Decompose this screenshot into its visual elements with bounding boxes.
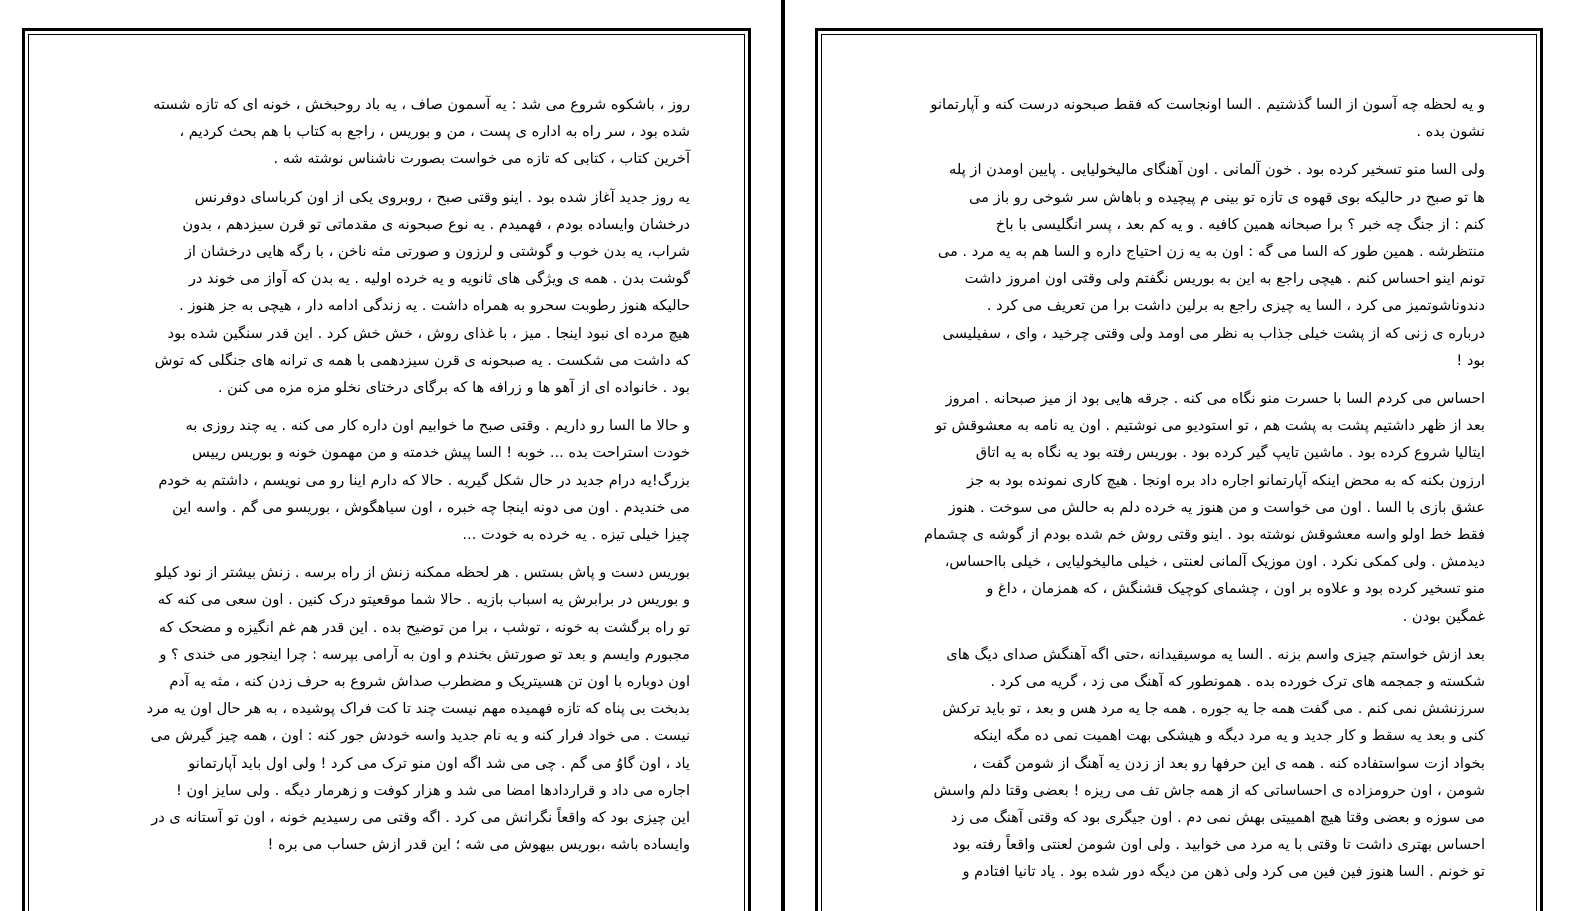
left-paragraph-2: یه روز جدید آغاز شده بود . اینو وقتی صبح ، روبروی یکی از اون کرباسای دوفرنس درخشان وایساده بودم ، فهمیدم . یه نوع صبحونه ی مقدماتی تو قرن سیزدهم ، بدون شراب، یه بدن خوب و گوشتی و لرزون و صورتی مثه ناخن ، با رگه هایی درخشان از گوشت بدن . همه ی ویژگی های ثانویه و یه خرده اولیه . یه بدن که آواز می خوند در حالیکه هنوز رطوبت سحرو به همراه داشت . یه زندگی ادامه دار ، هیچی به جز هنوز . هیچ مرده ای نبود اینجا . میز ، با غذای روش ، خش خش کرد . این قدر سنگین شده بود که داشت می شکست . یه صبحونه ی قرن سیزدهمی با همه ی ترانه های جنگلی که توش بود . خانواده ای از آهو ها و زرافه ها که برگای درختای نخلو مزه مزه می کنن .: [154, 188, 690, 397]
right-page: [815, 28, 1543, 911]
left-paragraph-3: و حالا ما السا رو داریم . وقتی صبح ما خوابیم اون داره کار می کنه . یه چند روزی به خودت استراحت بده ... خوبه ! السا پیش خدمته و من مهمون خونه و بوریس رییس بزرگ!یه درام جدید در حال شکل گیریه . حالا که دارم اینا رو می نویسم ، داشتم به خودم می خندیدم . اون می دونه اینجا چه خبره ، اون سیاهگوش ، بوریسو می گم . واسه این چیزا خیلی تیزه . یه خرده به خودت ...: [158, 417, 690, 544]
right-paragraph-2: ولی السا منو تسخیر کرده بود . خون آلمانی . اون آهنگای مالیخولیایی . پایین اومدن از پله ها تو صبح در حالیکه بوی قهوه ی تازه تو بینی م پیچیده و باهاش سر شوخی رو باز می کنم : از جنگ چه خبر ؟ برا صبحانه همین کافیه . و یه کم بعد ، پسر انگلیسی با باخ منتظرشه . همین طور که السا می گه : اون به یه زن احتیاج داره و السا هم به یه مرد . می تونم اینو احساس کنم . هیچی راجع به این به بوریس نگفتم ولی وقتی اون امروز داشت دندوناشوتمیز می کرد ، السا یه چیزی راجع به برلین داشت برا من تعریف می کرد . درباره ی زنی که از پشت خیلی جذاب به نظر می اومد ولی وقتی چرخید ، وای ، سفیلیسی بود !: [937, 161, 1485, 369]
left-paragraph-4: بوریس دست و پاش بستس . هر لحظه ممکنه زنش از راه برسه . زنش بیشتر از نود کیلو و بوریس در برابرش یه اسباب بازیه . حالا شما موقعیتو درک کنین . اون سعی می کنه که تو راه برگشت به خونه ، توشب ، برا من توضیح بده . این قدر هم غم انگیزه و مضحک که مجبورم وایسم و بعد تو صورتش بخندم و اون به آرامی بپرسه : چرا اینجور می خندی ؟ و اون دوباره با اون تن هسیتریک و مضطرب صداش شروع به حرف زدن کنه ، مثه یه آدم بدبخت بی پناه که تازه فهمیده مهم نیست چند تا کت فراک پوشیده ، به هر حال اون یه مرد نیست . می خواد فرار کنه و یه نام جدید واسه خودش جور کنه : اون ، همه چیز گیرش می یاد ، اون گاوُ می گم . چی می شد اگه اون منو ترک می کرد ! ولی اول باید آپارتمانو اجاره می داد و قراردادها امضا می شد و هزار کوفت و زهرمار دیگه . ولی سایز اون ! این چیزی بود که واقعاً نگرانش می کرد . اگه وقتی می رسیدیم خونه ، اون تو آستانه ی در وایساده باشه ،بوریس بیهوش می شه ؛ این قدر ازش حساب می بره !: [146, 564, 690, 854]
right-paragraph-4: بعد ازش خواستم چیزی واسم بزنه . السا یه موسیقیدانه ،حتی اگه آهنگش صدای دیگ های شکسته و جمجمه های ترک خورده بده . همونطور که آهنگ می زد ، گریه می کرد . سرزنشش نمی کنم . می گفت همه جا یه جوره . همه جا یه مرد هس و بعد ، تو باید ترکش کنی و بعد یه سقط و کار جدید و یه مرد دیگه و هیشکی بهت اهمیت نمی ده مگه اینکه بخواد ازت سواستفاده کنه . همه ی این حرفها رو بعد از زدن یه آهنگ از شومن گفت ، شومن ، اون حرومزاده ی احساساتی که از همه جاش تف می ریزه ! بعضی وقتا دلم واسش می سوزه و بعضی وقتا هیچ اهمییتی بهش نمی دم . اون جیگری بود که وقتی آهنگ می زد احساس بهتری داشت تا وقتی با یه مرد می خوابید . ولی اون شومن لعنتی واقعاً رفته بود تو خونم . السا هنوز فین فین می کرد ولی ذهن من دیگه دور شده بود . یاد تانیا افتادم و: [933, 645, 1485, 881]
left-paragraph-1: روز ، باشکوه شروع می شد : یه آسمون صاف ، یه باد روحبخش ، خونه ای که تازه شسته شده بود ، سر راه به اداره ی پست ، من و بوریس ، راجع به کتاب با هم بحث کردیم ، آخرین کتاب ، کتابی که تازه می خواست بصورت ناشناس نوشته شه .: [153, 96, 690, 168]
right-page-text: [870, 91, 1485, 897]
right-paragraph-1: و یه لحظه چه آسون از السا گذشتیم . السا اونجاست که فقط صبحونه درست کنه و آپارتمانو نشون بده .: [930, 96, 1485, 141]
left-page-text: [77, 91, 690, 869]
right-paragraph-3: احساس می کردم السا با حسرت منو نگاه می کنه . جرقه هایی بود از میز صبحانه . امروز بعد از ظهر داشتیم پشت به پشت هم ، تو استودیو می نوشتیم . اون یه نامه به معشوقش تو ایتالیا شروع کرده بود . ماشین تایپ گیر کرده بود . بوریس رفته بود یه نگاه به یه اتاق ارزون بکنه که به محض اینکه آپارتمانو اجاره داد بره اونجا . هیچ کاری نمونده بود به جز عشق بازی با السا . اون می خواست و من هنوز یه خرده دلم به حالش می سوخت . هنوز فقط خط اولو واسه معشوقش نوشته بود . اینو وقتی روش خم شده بودم از گوشه ی چشمام دیدمش . ولی کمکی نکرد . اون موزیک آلمانی لعنتی ، خیلی مالیخولیایی ، خیلی بااحساس، منو تسخیر کرده بود و علاوه بر اون ، چشمای کوچیک قشنگش ، که همزمان ، داغ و غمگین بودن .: [924, 390, 1485, 625]
left-page: [22, 28, 751, 911]
book-spine: [781, 0, 785, 911]
